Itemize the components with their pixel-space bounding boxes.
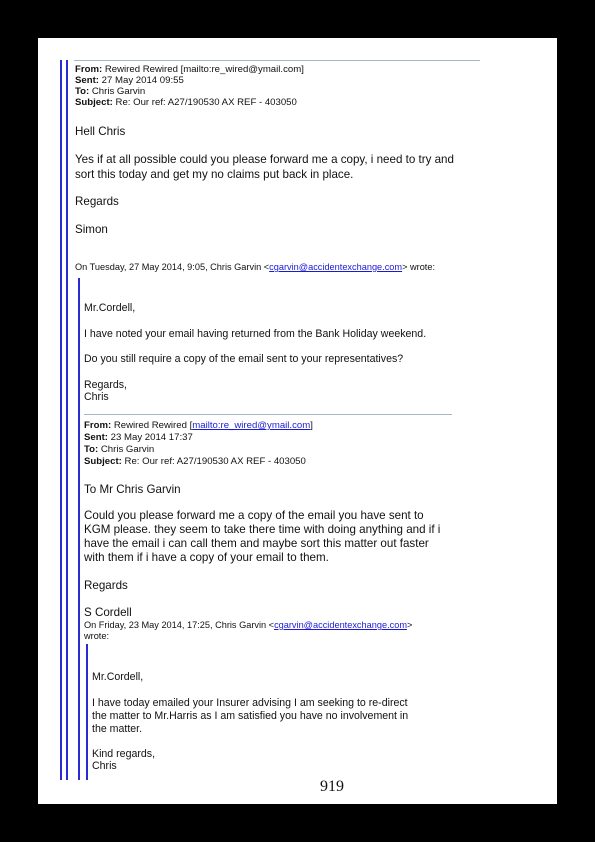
msg2-line1: I have noted your email having returned from the Bank Holiday weekend. [84,328,427,340]
msg3-line4: with them if i have a copy of your email to them. [84,551,329,564]
msg3-line3: have the email i can call them and maybe sort this matter out faster [84,537,429,550]
header2-sent: Sent: 23 May 2014 17:37 [84,432,193,443]
header1-subject: Subject: Re: Our ref: A27/190530 AX REF - 403050 [75,97,297,108]
header2-to: To: Chris Garvin [84,444,155,455]
msg2-greeting: Mr.Cordell, [84,302,136,314]
header2-subject: Subject: Re: Our ref: A27/190530 AX REF - 403050 [84,456,306,467]
msg3-name: S Cordell [84,606,132,619]
msg3-line1: Could you please forward me a copy of the email you have sent to [84,509,424,522]
quote-bar-outer-1 [60,60,62,780]
msg3-line2: KGM please. they seem to take there time with doing anything and if i [84,523,441,536]
header1-sent: Sent: 27 May 2014 09:55 [75,75,184,86]
quote1-email-link[interactable]: cgarvin@accidentexchange.com [269,262,403,272]
msg1-name: Simon [75,223,108,236]
msg3-greeting: To Mr Chris Garvin [84,483,181,496]
header2-from: From: Rewired Rewired [mailto:re_wired@ymail.com] [84,420,313,431]
header1-to: To: Chris Garvin [75,86,146,97]
msg1-greeting: Hell Chris [75,125,126,138]
quote2-email-link[interactable]: cgarvin@accidentexchange.com [274,620,407,630]
header2-from-email-link[interactable]: mailto:re_wired@ymail.com [192,420,311,431]
msg4-regards: Kind regards, [92,748,156,760]
quote1-attribution: On Tuesday, 27 May 2014, 9:05, Chris Garvin <cgarvin@accidentexchange.com> wrote: [75,262,436,272]
quote-bar-level3 [86,644,88,780]
msg2-line2: Do you still require a copy of the email sent to your representatives? [84,353,404,365]
quote-bar-level2 [78,278,80,780]
msg2-regards: Regards, [84,379,127,391]
quote2-wrote: wrote: [84,631,110,641]
msg2-name: Chris [84,391,109,403]
msg1-line1: Yes if at all possible could you please forward me a copy, i need to try and [75,153,454,166]
msg4-line2: the matter to Mr.Harris as I am satisfied you have no involvement in [92,710,409,722]
header2-divider [84,414,452,415]
msg4-name: Chris [92,760,117,772]
msg1-regards: Regards [75,195,119,208]
msg1-line2: sort this today and get my no claims put back in place. [75,168,354,181]
header1-divider [74,60,480,61]
msg3-regards: Regards [84,579,128,592]
quote2-attribution: On Friday, 23 May 2014, 17:25, Chris Garvin <cgarvin@accidentexchange.com> [84,620,413,630]
msg4-line1: I have today emailed your Insurer advising I am seeking to re-direct [92,697,408,709]
header1-from: From: Rewired Rewired [mailto:re_wired@ymail.com] [75,64,304,75]
page-number: 919 [320,778,344,795]
msg4-greeting: Mr.Cordell, [92,671,144,683]
quote-bar-outer-2 [66,60,68,780]
document-page [38,38,557,804]
msg4-line3: the matter. [92,723,143,735]
